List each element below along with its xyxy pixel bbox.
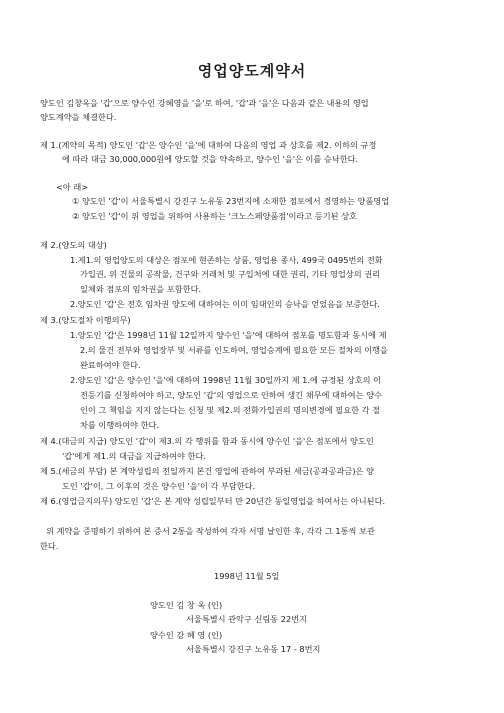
article5-line-2: 도인 '갑'이, 그 이후의 것은 양수인 '을'이 각 부담한다. xyxy=(62,481,256,491)
document-title: 영업양도계약서 xyxy=(197,62,307,80)
article4-line-2: '갑'에게 제1.의 대금을 지급하여야 한다. xyxy=(62,451,206,461)
intro-line-1: 양도인 김창옥을 '갑'으로 양수인 강혜영을 '을'로 하여, '갑'과 '을'은 다음과 같은 내용의 영업 xyxy=(40,98,369,108)
transferee-signature: 양수인 강 혜 영 (인) xyxy=(150,630,223,640)
article3-p2-line-4: 차를 이행하여야 한다. xyxy=(80,420,159,430)
article3-p1-line-2: 2.의 물건 전부와 영업장부 및 서류를 인도하여, 영업승계에 필요한 모든 절차의 이행을 xyxy=(80,345,388,355)
article3-p2-line-1: 2.양도인 '갑'은 양수인 '을'에 대하여 1998년 11월 30일까지 제 1.에 규정된 상호의 이 xyxy=(70,375,382,385)
closing-line-1: 위 계약을 증명하기 위하여 본 증서 2통을 작성하여 각자 서명 날인한 후, 각각 그 1통씩 보관 xyxy=(46,526,375,536)
transferee-address: 서울특별시 강진구 노유동 17 - 8번지 xyxy=(186,644,321,654)
closing-line-2: 한다. xyxy=(40,541,59,551)
contract-date: 1998년 11월 5일 xyxy=(214,571,280,581)
article3-p1-line-1: 1.양도인 '갑'은 1998년 11월 12일까지 양수인 '을'에 대하여 점포를 명도함과 동시에 제 xyxy=(70,330,387,340)
article3-p2-line-3: 인이 그 책임을 지지 않는다는 신청 및 제2.의 전화가입권의 명의변경에 필요한 각 절 xyxy=(80,405,381,415)
article2-p1-line-1: 1.제1.의 영업양도의 대상은 점포에 현존하는 상품, 영업용 종사, 499국 0495번의 전화 xyxy=(70,255,383,265)
transferor-signature: 양도인 김 창 옥 (인) xyxy=(150,600,223,610)
article2-p1-line-2: 가입권, 위 건물의 공작물, 건구와 거래처 및 구입처에 대한 권리, 기타 영업상의 권리 xyxy=(80,269,381,279)
article6: 제 6.(영업금지의무) 양도인 '갑'은 본 계약 성립일부터 만 20년간 동일영업을 하여서는 아니된다. xyxy=(40,496,386,506)
article1-line-1: 제 1.(계약의 목적) 양도인 '갑'은 양수인 '을'에 대하여 다음의 영업 과 상호를 제2. 이하의 규정 xyxy=(40,140,377,150)
article3-p1-line-3: 완료하여야 한다. xyxy=(80,360,141,370)
notes-item-1: ① 양도인 '갑'이 서울특별시 강진구 노유동 23번지에 소재한 점포에서 경영하는 양품영업 xyxy=(72,196,390,206)
article5-line-1: 제 5.(세금의 부담) 본 계약성립의 전일까지 본건 영업에 관하여 부과된 세금(공과공과금)은 양 xyxy=(40,466,374,476)
article2-p2: 2.양도인 '갑'은 전호 임차권 양도에 대하여는 이미 임대인의 승낙을 얻었음을 보증한다. xyxy=(70,299,380,309)
article3-p2-line-2: 전등기를 신청하여야 하고, 양도인 '갑'의 영업으로 인하여 생긴 채무에 대하여는 양수 xyxy=(80,390,383,400)
notes-item-2: ② 양도인 '갑'이 위 영업을 위하여 사용하는 '크노스페양품점'이라고 등기된 상호 xyxy=(72,211,357,221)
article2-header: 제 2.(양도의 대상) xyxy=(40,240,107,250)
article1-line-2: 에 따라 대금 30,000,000원에 양도할 것을 약속하고, 양수인 '을'은 이를 승낙한다. xyxy=(62,154,359,164)
transferor-address: 서울특별시 관악구 신림동 22번지 xyxy=(186,614,308,624)
article4-line-1: 제 4.(대금의 지급) 양도인 '갑'이 제3.의 각 행위를 함과 동시에 양수인 '을'은 점포에서 양도인 xyxy=(40,436,374,446)
article2-p1-line-3: 일체와 점포의 임차권을 포함한다. xyxy=(80,284,202,294)
article3-header: 제 3.(양도절차 이행의무) xyxy=(40,315,131,325)
notes-header: <아 래> xyxy=(56,182,89,192)
intro-line-2: 양도계약을 체결한다. xyxy=(40,112,117,122)
